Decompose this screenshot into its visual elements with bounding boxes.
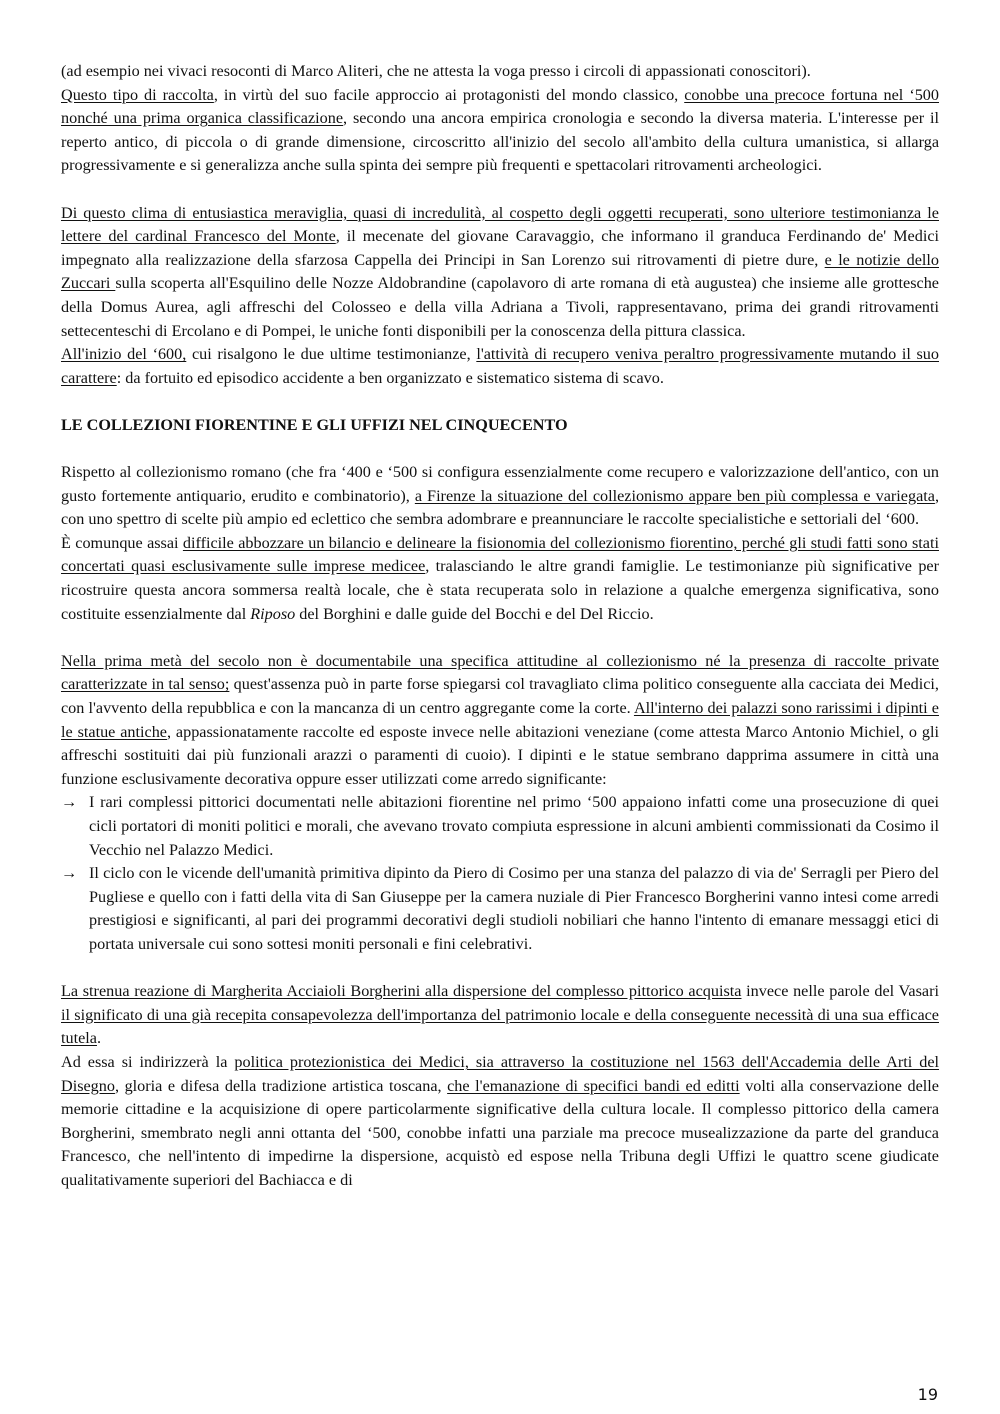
underlined-text: a Firenze la situazione del collezionismo appare ben più complessa e variegata [414, 486, 935, 505]
paragraph-2: Di questo clima di entusiastica meraviglia, quasi di incredulità, al cospetto degli oggetti recuperati, sono ulteriore testimonianza le lettere del cardinal Francesco del Monte, il mecenate del giovane Caravaggio, che informano il granduca Ferdinando de' Medici impegnato alla realizzazione della sfarzosa Cappella dei Principi in San Lorenzo sui ritrovamenti di pietre dure, e le notizie dello Zuccari sulla scoperta all'Esquilino delle Nozze Aldobrandine (capolavoro di arte romana di età augustea) che insieme alle grottesche della Domus Aurea, agli affreschi del Colosseo e della villa Adriana a Tivoli, rappresentavano, prima dei grandi ritrovamenti settecenteschi di Ercolano e di Pompei, le uniche fonti disponibili per la conoscenza della pittura classica. [61, 203, 940, 340]
paragraph-6: Nella prima metà del secolo non è documentabile una specifica attitudine al collezionismo né la presenza di raccolte private caratterizzate in tal senso; quest'assenza può in parte forse spiegarsi col travagliato clima politico conseguente alla cacciata dei Medici, con l'avvento della repubblica e con la mancanza di un centro aggregante come la corte. All'interno dei palazzi sono rarissimi i dipinti e le statue antiche, appassionatamente raccolte ed esposte invece nelle abitazioni veneziane (come attesta Marco Antonio Michiel, o gli affreschi sostituiti dai più funzionali arazzi o paramenti di cuoio). I dipinti e le statue sembrano dapprima assumere in città una funzione esclusivamente decorativa oppure esser utilizzati come arredo significante: [61, 651, 939, 788]
underlined-text: che l'emanazione di specifici bandi ed editti [447, 1076, 740, 1095]
paragraph-3: All'inizio del ‘600, cui risalgono le due ultime testimonianze, l'attività di recupero veniva peraltro progressivamente mutando il suo carattere: da fortuito ed episodico accidente a ben organizzato e sistematico sistema di scavo. [61, 345, 939, 387]
underlined-text: politica protezionistica dei Medici, sia attraverso la costituzione nel 1563 dell'Accademia delle Arti del Disegno [61, 1052, 940, 1095]
underlined-text: l'attività di recupero veniva peraltro progressivamente mutando il suo carattere [61, 345, 939, 387]
underlined-text: conobbe una precoce fortuna nel ‘500 nonché una prima organica classificazione [61, 85, 939, 128]
document-page [61, 60, 939, 1193]
section-heading: LE COLLEZIONI FIORENTINE E GLI UFFIZI NEL CINQUECENTO [61, 415, 568, 434]
underlined-text: Di questo clima di entusiastica meraviglia, quasi di incredulità, al cospetto degli oggetti recuperati, sono ulteriore testimonianza le lettere del cardinal Francesco del Monte [61, 203, 939, 246]
italic-title: Riposo [250, 604, 296, 623]
underlined-text: Questo tipo di raccolta [61, 85, 214, 104]
bullet-list [61, 791, 939, 956]
paragraph-5: È comunque assai difficile abbozzare un bilancio e delineare la fisionomia del collezionismo fiorentino, perché gli studi fatti sono stati concertati quasi esclusivamente sulle imprese medicee, tralasciando le altre grandi famiglie. Le testimonianze più significative per ricostruire questa ancora sommersa realtà locale, che è stata recuperata solo in relazione a qualche emergenza significativa, sono costituite essenzialmente dal Riposo del Borghini e dalle guide del Bocchi e del Del Riccio. [61, 533, 939, 623]
list-item: → I rari complessi pittorici documentati nelle abitazioni fiorentine nel primo ‘500 appaiono infatti come una prosecuzione di quei cicli portatori di moniti politici e morali, che avevano trovato compiuta espressione in alcuni ambienti commissionati da Cosimo il Vecchio nel Palazzo Medici. [61, 793, 939, 859]
underlined-text: All'inizio del ‘600, [61, 345, 187, 364]
arrow-right-icon: → [61, 793, 78, 812]
underlined-text: difficile abbozzare un bilancio e delineare la fisionomia del collezionismo fiorentino, perché gli studi fatti sono stati concertati quasi esclusivamente sulle imprese medicee [61, 533, 939, 576]
paragraph-1: (ad esempio nei vivaci resoconti di Marco Aliteri, che ne attesta la voga presso i circoli di appassionati conoscitori). Questo tipo di raccolta, in virtù del suo facile approccio ai protagonisti del mondo classico, conobbe una precoce fortuna nel ‘500 nonché una prima organica classificazione, secondo una ancora empirica cronologia e secondo la diversa materia. L'interesse per il reperto antico, di piccola o di grande dimensione, circoscritto all'inizio del secolo all'ambito della cultura umanistica, si allarga progressivamente e si generalizza anche sulla spinta dei sempre più frequenti e spettacolari ritrovamenti archeologici. [61, 62, 939, 175]
paragraph-4: Rispetto al collezionismo romano (che fra ‘400 e ‘500 si configura essenzialmente come recupero e valorizzazione dell'antico, con un gusto fortemente antiquario, erudito e combinatorio), a Firenze la situazione del collezionismo appare ben più complessa e variegata, con uno spettro di scelte più ampio ed eclettico che sembra adombrare e preannunciare le raccolte specialistiche e settoriali del ‘600. [61, 463, 939, 529]
page-number: 19 [917, 1385, 938, 1404]
paragraph-7: La strenua reazione di Margherita Acciaioli Borgherini alla dispersione del complesso pittorico acquista invece nelle parole del Vasari il significato di una già recepita consapevolezza dell'importanza del patrimonio locale e della conseguente necessità di una sua efficace tutela. [61, 982, 939, 1048]
arrow-right-icon: → [61, 864, 78, 883]
underlined-text: All'interno dei palazzi sono rarissimi i dipinti e le statue antiche [61, 699, 939, 741]
underlined-text: il significato di una già recepita consapevolezza dell'importanza del patrimonio locale e della conseguente necessità di una sua efficace tutela [61, 1005, 939, 1048]
underlined-text: Nella prima metà del secolo non è documentabile una specifica attitudine al collezionismo né la presenza di raccolte private caratterizzate in tal senso; [61, 651, 939, 694]
underlined-text: La strenua reazione di Margherita Acciaioli Borgherini alla dispersione del complesso pittorico acquista [61, 982, 742, 1001]
underlined-text: e le notizie dello Zuccari [61, 250, 939, 293]
paragraph-8: Ad essa si indirizzerà la politica protezionistica dei Medici, sia attraverso la costituzione nel 1563 dell'Accademia delle Arti del Disegno, gloria e difesa della tradizione artistica toscana, che l'emanazione di specifici bandi ed editti volti alla conservazione delle memorie cittadine e la acquisizione di opere particolarmente significative della cultura locale. Il complesso pittorico della camera Borgherini, smembrato negli anni ottanta del ‘500, conobbe infatti una parziale ma precoce musealizzazione da parte del granduca Francesco, che nell'intento di impedirne la dispersione, acquistò ed espose nella Tribuna degli Uffizi le quattro scene giudicate qualitativamente superiori del Bachiacca e di [61, 1052, 940, 1189]
list-item: → Il ciclo con le vicende dell'umanità primitiva dipinto da Piero di Cosimo per una stanza del palazzo di via de' Serragli per Piero del Pugliese e quello con i fatti della vita di San Giuseppe per la camera nuziale di Pier Francesco Borgherini vanno intesi come arredi prestigiosi e significanti, al pari dei programmi decorativi degli studioli nobiliari che hanno l'intento di emanare messaggi etici di portata universale cui sono sottesi moniti personali e fini celebrativi. [61, 864, 939, 953]
